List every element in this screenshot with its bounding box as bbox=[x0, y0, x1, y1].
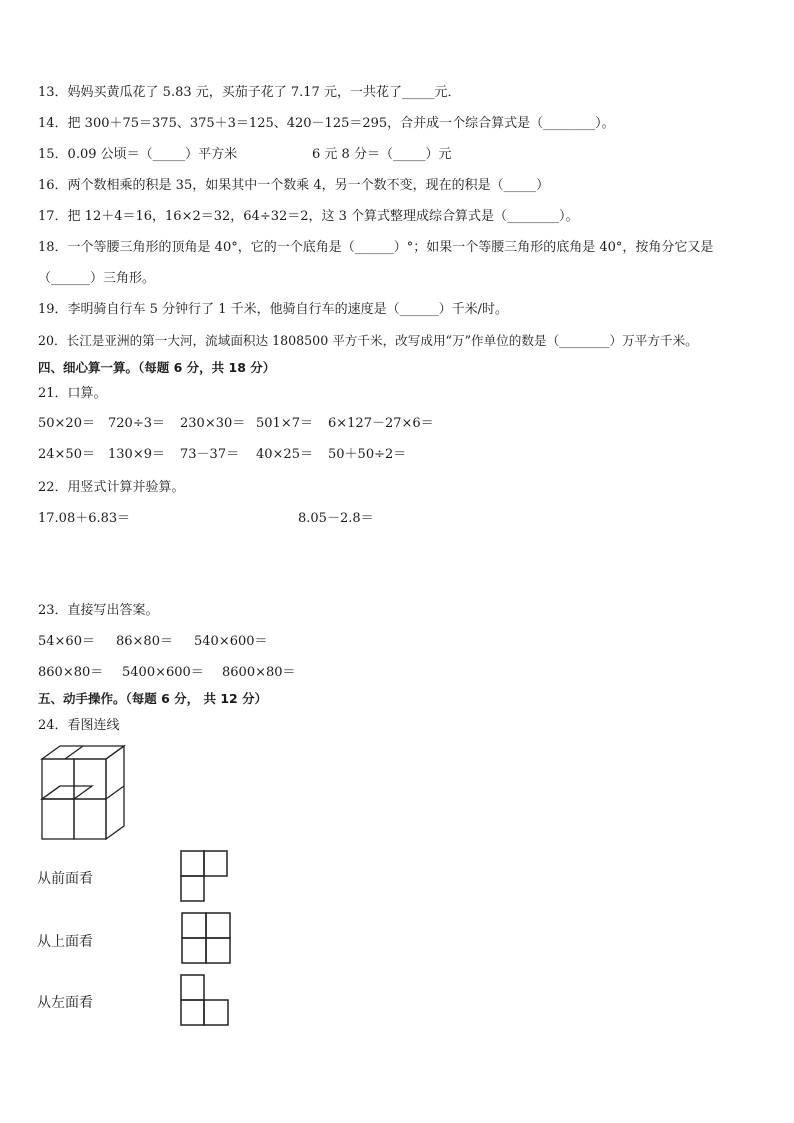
cube-edge bbox=[106, 786, 124, 799]
cube-face bbox=[42, 799, 74, 839]
q22-calc: 8.05－2.8＝ bbox=[298, 511, 374, 526]
view-label-top: 从上面看 bbox=[37, 934, 93, 950]
question-17: 17．把 12＋4＝16，16×2＝32，64÷32＝2，这 3 个算式整理成综合算式是（________）。 bbox=[38, 209, 579, 224]
question-23-title: 23．直接写出答案。 bbox=[38, 603, 159, 618]
view-square bbox=[204, 851, 227, 876]
view-label-left: 从左面看 bbox=[37, 995, 93, 1011]
view-label-front: 从前面看 bbox=[37, 871, 93, 887]
q22-calc: 17.08＋6.83＝ bbox=[38, 511, 131, 526]
q21-calc: 40×25＝ bbox=[256, 447, 313, 462]
cube-solid-figure bbox=[36, 742, 136, 842]
question-15-part-a: 15．0.09 公顷＝（_____）平方米 bbox=[38, 147, 238, 162]
view-square bbox=[182, 913, 206, 938]
question-15-part-b: 6 元 8 分＝（_____）元 bbox=[312, 147, 452, 162]
q21-calc: 50×20＝ bbox=[38, 416, 95, 431]
view-square bbox=[204, 1000, 228, 1025]
q23-calc: 860×80＝ bbox=[38, 665, 104, 680]
q23-calc: 540×600＝ bbox=[194, 634, 268, 649]
view-square bbox=[181, 876, 204, 901]
cube-face bbox=[42, 786, 92, 799]
view-square bbox=[181, 851, 204, 876]
cube-face bbox=[42, 746, 124, 759]
question-18-line-1: 18．一个等腰三角形的顶角是 40°，它的一个底角是（______）°；如果一个等腰三角形的底角是 40°，按角分它又是 bbox=[38, 240, 714, 255]
q23-calc: 5400×600＝ bbox=[122, 665, 204, 680]
cube-face bbox=[42, 759, 74, 799]
q23-calc: 86×80＝ bbox=[116, 634, 173, 649]
view-square bbox=[182, 938, 206, 963]
q21-calc: 6×127－27×6＝ bbox=[328, 416, 434, 431]
q23-calc: 54×60＝ bbox=[38, 634, 95, 649]
section-4-heading: 四、细心算一算。（每题 6 分，共 18 分） bbox=[38, 360, 276, 375]
section-5-heading: 五、动手操作。（每题 6 分， 共 12 分） bbox=[38, 691, 268, 706]
question-22-title: 22．用竖式计算并验算。 bbox=[38, 480, 185, 495]
view-shape-a[interactable] bbox=[180, 850, 230, 904]
question-16: 16．两个数相乘的积是 35，如果其中一个数乘 4，另一个数不变，现在的积是（_____） bbox=[38, 178, 550, 193]
view-square bbox=[206, 913, 230, 938]
question-18-line-2: （______）三角形。 bbox=[38, 271, 156, 286]
view-square bbox=[206, 938, 230, 963]
view-square bbox=[181, 975, 204, 1000]
cube-edge bbox=[65, 746, 83, 759]
q21-calc: 50＋50÷2＝ bbox=[328, 447, 407, 462]
q21-calc: 73－37＝ bbox=[180, 447, 240, 462]
q21-calc: 130×9＝ bbox=[108, 447, 165, 462]
q21-calc: 230×30＝ bbox=[180, 416, 246, 431]
question-20: 20．长江是亚洲的第一大河，流域面积达 1808500 平方千米，改写成用“万”作单位的数是（________）万平方千米。 bbox=[38, 333, 698, 348]
q21-calc: 24×50＝ bbox=[38, 447, 95, 462]
q21-calc: 720÷3＝ bbox=[108, 416, 165, 431]
question-19: 19．李明骑自行车 5 分钟行了 1 千米，他骑自行车的速度是（______）千米/时。 bbox=[38, 302, 508, 317]
cube-face bbox=[74, 799, 106, 839]
question-24-title: 24．看图连线 bbox=[38, 718, 120, 733]
cube-face bbox=[74, 759, 106, 799]
q23-calc: 8600×80＝ bbox=[222, 665, 296, 680]
question-14: 14．把 300＋75＝375、375＋3＝125、420－125＝295，合并成一个综合算式是（________）。 bbox=[38, 116, 615, 131]
question-21-title: 21．口算。 bbox=[38, 386, 107, 401]
view-square bbox=[181, 1000, 204, 1025]
q21-calc: 501×7＝ bbox=[256, 416, 313, 431]
view-shape-b[interactable] bbox=[180, 911, 232, 965]
question-13: 13．妈妈买黄瓜花了 5.83 元，买茄子花了 7.17 元，一共花了_____元． bbox=[38, 85, 461, 100]
view-shape-c[interactable] bbox=[180, 973, 232, 1027]
